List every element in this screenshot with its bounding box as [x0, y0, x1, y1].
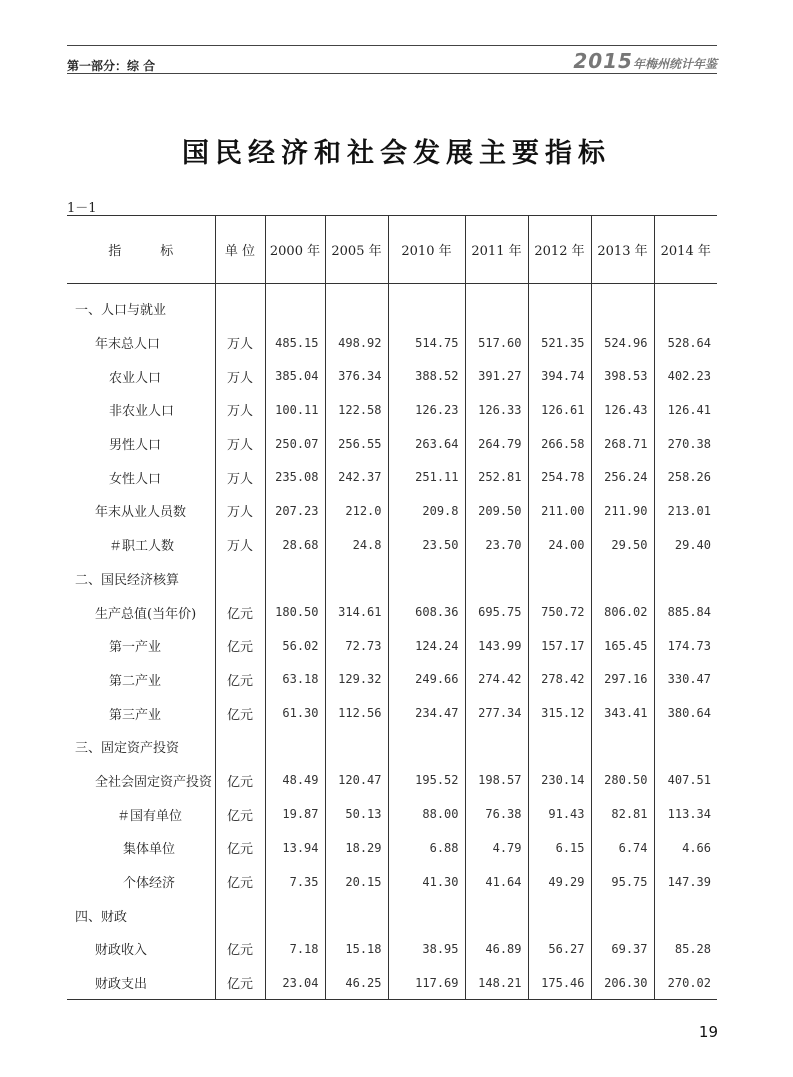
value-cell: 528.64: [654, 326, 717, 360]
value-cell: [654, 562, 717, 596]
value-cell: 120.47: [325, 764, 388, 798]
spacer-cell: [215, 284, 265, 293]
page-number: 19: [698, 1023, 718, 1041]
value-cell: 63.18: [265, 663, 325, 697]
value-cell: 211.00: [528, 494, 591, 528]
value-cell: 126.33: [465, 393, 528, 427]
value-cell: 69.37: [591, 932, 654, 966]
value-cell: 388.52: [388, 359, 465, 393]
value-cell: 100.11: [265, 393, 325, 427]
value-cell: 270.38: [654, 427, 717, 461]
indicator-name: 全社会固定资产投资: [95, 774, 213, 790]
spacer-cell: [325, 284, 388, 293]
value-cell: 129.32: [325, 663, 388, 697]
value-cell: 4.79: [465, 831, 528, 865]
column-header: 指 标: [67, 216, 215, 284]
value-cell: 76.38: [465, 797, 528, 831]
value-cell: 19.87: [265, 797, 325, 831]
table-row: [67, 730, 717, 764]
value-cell: 165.45: [591, 629, 654, 663]
value-cell: 608.36: [388, 595, 465, 629]
spacer-cell: [591, 284, 654, 293]
value-cell: [265, 562, 325, 596]
value-cell: [265, 292, 325, 326]
value-cell: [465, 292, 528, 326]
spacer-cell: [528, 284, 591, 293]
table-row: [67, 427, 717, 461]
value-cell: 254.78: [528, 460, 591, 494]
value-cell: 195.52: [388, 764, 465, 798]
value-cell: 126.23: [388, 393, 465, 427]
indicator-name: 个体经济: [123, 876, 176, 892]
section-label: 第一部分：综 合: [67, 59, 156, 73]
unit-cell: 万人: [215, 326, 265, 360]
value-cell: 498.92: [325, 326, 388, 360]
value-cell: 211.90: [591, 494, 654, 528]
table-spacer-row: [67, 284, 717, 293]
value-cell: 315.12: [528, 696, 591, 730]
value-cell: [654, 898, 717, 932]
value-cell: [528, 730, 591, 764]
value-cell: 113.34: [654, 797, 717, 831]
value-cell: [388, 898, 465, 932]
value-cell: 23.04: [265, 966, 325, 1000]
yearbook-name: 年梅州统计年鉴: [632, 57, 717, 71]
unit-cell: 亿元: [215, 696, 265, 730]
value-cell: 95.75: [591, 865, 654, 899]
indicator-name: 财政收入: [95, 943, 148, 959]
yearbook-banner: [573, 49, 717, 73]
column-header: 单 位: [215, 216, 265, 284]
page-title: 国民经济和社会发展主要指标: [182, 138, 611, 169]
value-cell: 41.64: [465, 865, 528, 899]
value-cell: 258.26: [654, 460, 717, 494]
value-cell: [465, 898, 528, 932]
value-cell: 212.0: [325, 494, 388, 528]
value-cell: 126.43: [591, 393, 654, 427]
table-header-row: [67, 216, 717, 284]
value-cell: 517.60: [465, 326, 528, 360]
value-cell: 7.35: [265, 865, 325, 899]
indicator-name: 集体单位: [123, 842, 176, 858]
value-cell: 251.11: [388, 460, 465, 494]
value-cell: 230.14: [528, 764, 591, 798]
table-row: [67, 528, 717, 562]
value-cell: 4.66: [654, 831, 717, 865]
table-row: [67, 696, 717, 730]
value-cell: 209.8: [388, 494, 465, 528]
unit-cell: 万人: [215, 460, 265, 494]
value-cell: [528, 562, 591, 596]
value-cell: 48.49: [265, 764, 325, 798]
value-cell: [325, 898, 388, 932]
table-row: [67, 562, 717, 596]
spacer-cell: [654, 284, 717, 293]
unit-cell: 亿元: [215, 831, 265, 865]
value-cell: 147.39: [654, 865, 717, 899]
value-cell: 56.02: [265, 629, 325, 663]
section-heading: 一、人口与就业: [75, 303, 167, 319]
value-cell: 49.29: [528, 865, 591, 899]
value-cell: 13.94: [265, 831, 325, 865]
value-cell: 46.25: [325, 966, 388, 1000]
value-cell: [388, 292, 465, 326]
value-cell: [528, 898, 591, 932]
indicator-name: 年末从业人员数: [95, 505, 187, 521]
value-cell: 85.28: [654, 932, 717, 966]
column-header: 2014 年: [654, 216, 717, 284]
value-cell: 6.15: [528, 831, 591, 865]
value-cell: 61.30: [265, 696, 325, 730]
value-cell: 274.42: [465, 663, 528, 697]
value-cell: 180.50: [265, 595, 325, 629]
indicator-name: ＃国有单位: [117, 808, 183, 824]
unit-cell: 万人: [215, 528, 265, 562]
indicator-name: 农业人口: [109, 370, 162, 386]
unit-cell: 亿元: [215, 629, 265, 663]
table-row: [67, 797, 717, 831]
value-cell: 50.13: [325, 797, 388, 831]
indicator-table-container: [67, 215, 717, 1000]
indicator-name: 生产总值(当年价): [95, 606, 197, 622]
value-cell: 207.23: [265, 494, 325, 528]
value-cell: 242.37: [325, 460, 388, 494]
table-body: [67, 284, 717, 1000]
column-header: 2013 年: [591, 216, 654, 284]
value-cell: 407.51: [654, 764, 717, 798]
value-cell: 264.79: [465, 427, 528, 461]
unit-cell: 亿元: [215, 595, 265, 629]
value-cell: [591, 292, 654, 326]
value-cell: 278.42: [528, 663, 591, 697]
value-cell: [465, 562, 528, 596]
indicator-name: 财政支出: [95, 977, 148, 993]
indicator-name: 男性人口: [109, 438, 162, 454]
unit-cell: 万人: [215, 393, 265, 427]
value-cell: 38.95: [388, 932, 465, 966]
value-cell: 695.75: [465, 595, 528, 629]
unit-cell: 万人: [215, 359, 265, 393]
value-cell: 206.30: [591, 966, 654, 1000]
indicator-name: 女性人口: [109, 471, 162, 487]
column-header: 2010 年: [388, 216, 465, 284]
indicator-name: 第二产业: [109, 673, 162, 689]
value-cell: [388, 562, 465, 596]
value-cell: [325, 730, 388, 764]
table-row: [67, 326, 717, 360]
value-cell: 6.88: [388, 831, 465, 865]
value-cell: [654, 730, 717, 764]
value-cell: 297.16: [591, 663, 654, 697]
value-cell: 268.71: [591, 427, 654, 461]
value-cell: 143.99: [465, 629, 528, 663]
value-cell: 6.74: [591, 831, 654, 865]
value-cell: 256.24: [591, 460, 654, 494]
value-cell: [591, 730, 654, 764]
table-row: [67, 359, 717, 393]
value-cell: 209.50: [465, 494, 528, 528]
section-heading: 四、财政: [75, 909, 128, 925]
unit-cell: 万人: [215, 427, 265, 461]
value-cell: 72.73: [325, 629, 388, 663]
value-cell: 485.15: [265, 326, 325, 360]
value-cell: 270.02: [654, 966, 717, 1000]
table-row: [67, 292, 717, 326]
value-cell: [325, 562, 388, 596]
spacer-cell: [67, 284, 215, 293]
value-cell: 524.96: [591, 326, 654, 360]
value-cell: [265, 730, 325, 764]
unit-cell: 亿元: [215, 865, 265, 899]
header-bottom-rule: [67, 73, 717, 74]
spacer-cell: [388, 284, 465, 293]
table-row: [67, 595, 717, 629]
value-cell: 330.47: [654, 663, 717, 697]
unit-cell: 亿元: [215, 663, 265, 697]
value-cell: 41.30: [388, 865, 465, 899]
unit-cell: 万人: [215, 494, 265, 528]
table-row: [67, 865, 717, 899]
table-row: [67, 764, 717, 798]
column-header: 2012 年: [528, 216, 591, 284]
value-cell: 148.21: [465, 966, 528, 1000]
value-cell: 314.61: [325, 595, 388, 629]
unit-cell: 亿元: [215, 764, 265, 798]
unit-cell: [215, 898, 265, 932]
table-row: [67, 966, 717, 1000]
value-cell: 402.23: [654, 359, 717, 393]
value-cell: [591, 898, 654, 932]
unit-cell: [215, 562, 265, 596]
value-cell: [465, 730, 528, 764]
value-cell: 29.50: [591, 528, 654, 562]
unit-cell: [215, 730, 265, 764]
value-cell: 82.81: [591, 797, 654, 831]
value-cell: 18.29: [325, 831, 388, 865]
spacer-cell: [265, 284, 325, 293]
value-cell: 175.46: [528, 966, 591, 1000]
table-number: 1－1: [67, 201, 97, 216]
value-cell: 174.73: [654, 629, 717, 663]
table-row: [67, 898, 717, 932]
value-cell: 124.24: [388, 629, 465, 663]
unit-cell: [215, 292, 265, 326]
value-cell: 126.41: [654, 393, 717, 427]
value-cell: [654, 292, 717, 326]
value-cell: [388, 730, 465, 764]
value-cell: 750.72: [528, 595, 591, 629]
value-cell: 24.00: [528, 528, 591, 562]
value-cell: 28.68: [265, 528, 325, 562]
value-cell: [325, 292, 388, 326]
value-cell: 249.66: [388, 663, 465, 697]
spacer-cell: [465, 284, 528, 293]
indicator-name: 第一产业: [109, 640, 162, 656]
table-row: [67, 393, 717, 427]
value-cell: 15.18: [325, 932, 388, 966]
value-cell: [591, 562, 654, 596]
value-cell: 24.8: [325, 528, 388, 562]
value-cell: 198.57: [465, 764, 528, 798]
table-row: [67, 932, 717, 966]
indicator-name: ＃职工人数: [109, 539, 175, 555]
section-heading: 二、国民经济核算: [75, 572, 180, 588]
value-cell: 23.50: [388, 528, 465, 562]
value-cell: 256.55: [325, 427, 388, 461]
value-cell: 91.43: [528, 797, 591, 831]
value-cell: 376.34: [325, 359, 388, 393]
value-cell: 88.00: [388, 797, 465, 831]
value-cell: 266.58: [528, 427, 591, 461]
value-cell: 29.40: [654, 528, 717, 562]
header-top-rule: [67, 45, 717, 46]
column-header: 2000 年: [265, 216, 325, 284]
unit-cell: 亿元: [215, 932, 265, 966]
value-cell: 56.27: [528, 932, 591, 966]
column-header: 2005 年: [325, 216, 388, 284]
value-cell: 385.04: [265, 359, 325, 393]
value-cell: 250.07: [265, 427, 325, 461]
value-cell: 157.17: [528, 629, 591, 663]
value-cell: 521.35: [528, 326, 591, 360]
table-row: [67, 831, 717, 865]
value-cell: 23.70: [465, 528, 528, 562]
unit-cell: 亿元: [215, 797, 265, 831]
value-cell: 126.61: [528, 393, 591, 427]
value-cell: 277.34: [465, 696, 528, 730]
yearbook-year: 2015: [573, 49, 633, 73]
value-cell: 343.41: [591, 696, 654, 730]
value-cell: 380.64: [654, 696, 717, 730]
value-cell: 263.64: [388, 427, 465, 461]
indicator-table: [67, 215, 717, 1000]
value-cell: [265, 898, 325, 932]
value-cell: 7.18: [265, 932, 325, 966]
value-cell: 234.47: [388, 696, 465, 730]
value-cell: 806.02: [591, 595, 654, 629]
value-cell: 117.69: [388, 966, 465, 1000]
indicator-name: 第三产业: [109, 707, 162, 723]
table-row: [67, 460, 717, 494]
indicator-name: 非农业人口: [109, 404, 175, 420]
indicator-name: 年末总人口: [95, 337, 161, 353]
value-cell: 213.01: [654, 494, 717, 528]
value-cell: 514.75: [388, 326, 465, 360]
table-row: [67, 494, 717, 528]
value-cell: [528, 292, 591, 326]
column-header: 2011 年: [465, 216, 528, 284]
value-cell: 46.89: [465, 932, 528, 966]
value-cell: 280.50: [591, 764, 654, 798]
value-cell: 20.15: [325, 865, 388, 899]
value-cell: 391.27: [465, 359, 528, 393]
value-cell: 394.74: [528, 359, 591, 393]
value-cell: 122.58: [325, 393, 388, 427]
value-cell: 112.56: [325, 696, 388, 730]
value-cell: 398.53: [591, 359, 654, 393]
unit-cell: 亿元: [215, 966, 265, 1000]
section-heading: 三、固定资产投资: [75, 741, 180, 757]
value-cell: 252.81: [465, 460, 528, 494]
table-row: [67, 663, 717, 697]
table-row: [67, 629, 717, 663]
value-cell: 235.08: [265, 460, 325, 494]
value-cell: 885.84: [654, 595, 717, 629]
